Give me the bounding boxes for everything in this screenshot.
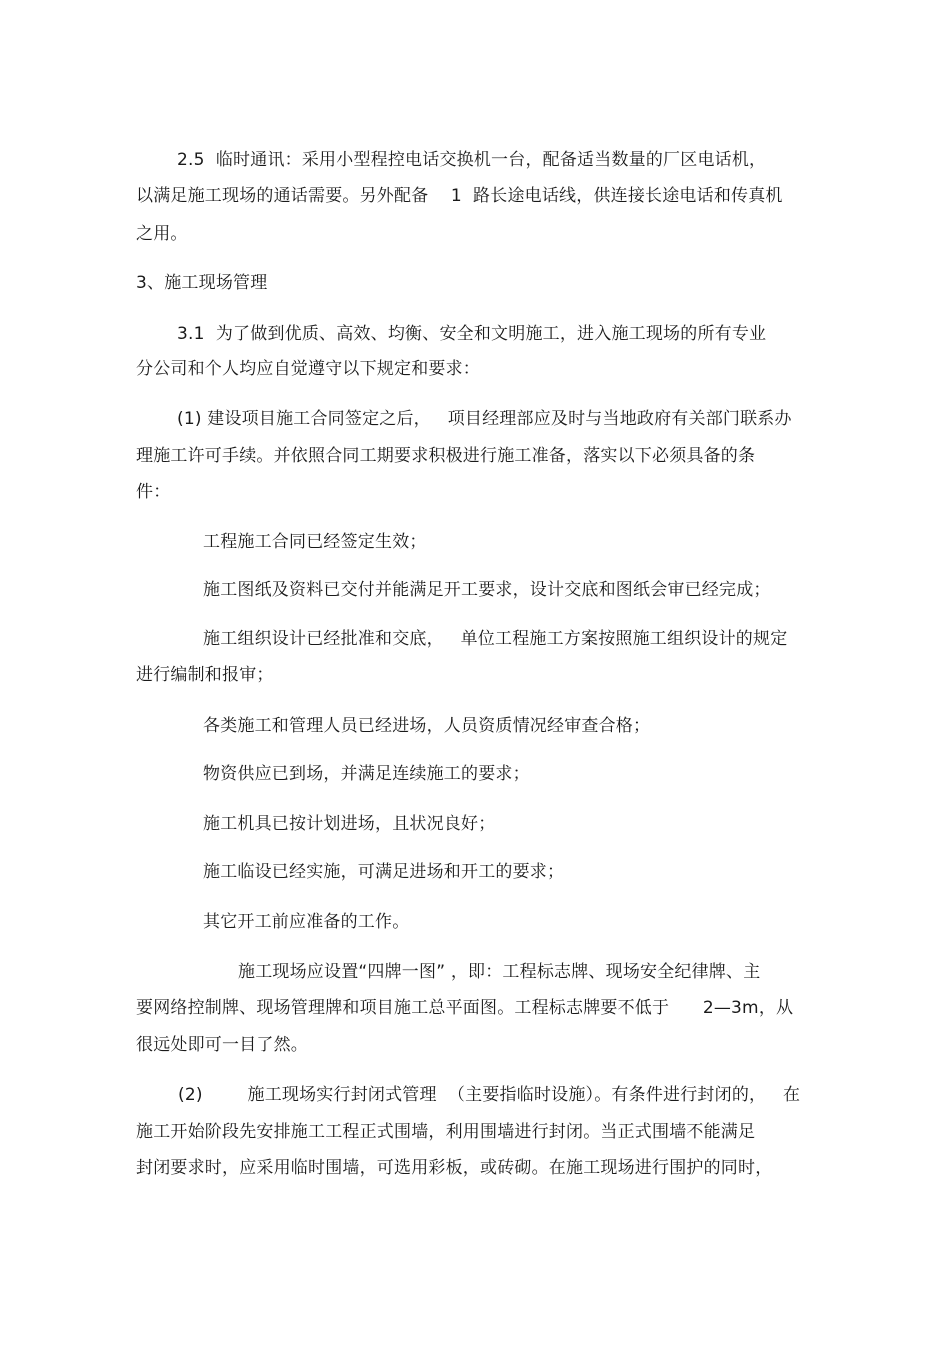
item-2-line-2: 施工开始阶段先安排施工工程正式围墙，利用围墙进行封闭。当正式围墙不能满足 xyxy=(136,1122,756,1142)
condition-4: 各类施工和管理人员已经进场，人员资质情况经审查合格； xyxy=(203,716,651,736)
signs-line-1: 施工现场应设置“四牌一图” ，即：工程标志牌、现场安全纪律牌、主 xyxy=(238,962,761,982)
signs-line-3: 很远处即可一目了然。 xyxy=(136,1035,308,1055)
condition-3-line-1: 施工组织设计已经批准和交底， 单位工程施工方案按照施工组织设计的规定 xyxy=(203,629,788,649)
condition-6: 施工机具已按计划进场，且状况良好； xyxy=(203,814,496,834)
condition-8: 其它开工前应准备的工作。 xyxy=(203,912,410,932)
item-2-line-3: 封闭要求时，应采用临时围墙，可选用彩板，或砖砌。在施工现场进行围护的同时， xyxy=(136,1158,773,1178)
para-2-5-line-1: 2.5 临时通讯：采用小型程控电话交换机一台，配备适当数量的厂区电话机， xyxy=(177,150,767,170)
item-2-line-1: (2) 施工现场实行封闭式管理 （主要指临时设施）。有条件进行封闭的， 在 xyxy=(178,1085,801,1105)
condition-3-line-2: 进行编制和报审； xyxy=(136,665,274,685)
condition-5: 物资供应已到场，并满足连续施工的要求； xyxy=(203,764,530,784)
para-2-5-line-2: 以满足施工现场的通话需要。另外配备 1 路长途电话线，供连接长途电话和传真机 xyxy=(136,186,783,206)
condition-1: 工程施工合同已经签定生效； xyxy=(203,532,427,552)
section-heading-3: 3、施工现场管理 xyxy=(136,273,268,293)
condition-7: 施工临设已经实施，可满足进场和开工的要求； xyxy=(203,862,565,882)
condition-2: 施工图纸及资料已交付并能满足开工要求，设计交底和图纸会审已经完成； xyxy=(203,580,771,600)
item-1-line-1: (1) 建设项目施工合同签定之后， 项目经理部应及时与当地政府有关部门联系办 xyxy=(177,409,792,429)
para-3-1-line-2: 分公司和个人均应自觉遵守以下规定和要求： xyxy=(136,359,480,379)
para-2-5-line-3: 之用。 xyxy=(136,224,188,244)
signs-line-2: 要网络控制牌、现场管理牌和项目施工总平面图。工程标志牌要不低于 2—3m，从 xyxy=(136,998,794,1018)
item-1-line-3: 件： xyxy=(136,482,171,502)
item-1-line-2: 理施工许可手续。并依照合同工期要求积极进行施工准备，落实以下必须具备的条 xyxy=(136,446,756,466)
para-3-1-line-1: 3.1 为了做到优质、高效、均衡、安全和文明施工，进入施工现场的所有专业 xyxy=(177,324,767,344)
